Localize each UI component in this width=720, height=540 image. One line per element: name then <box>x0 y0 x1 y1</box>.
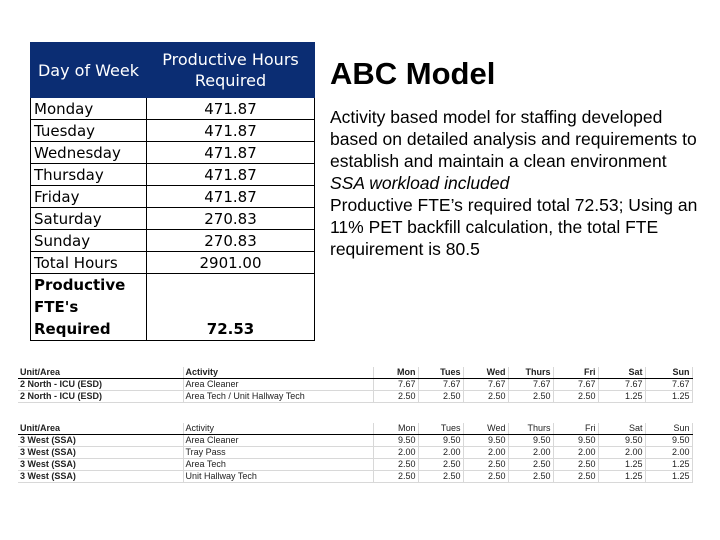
value-cell: 7.67 <box>553 379 598 391</box>
activity-cell: Area Tech <box>183 459 373 471</box>
table-header-row <box>18 423 692 435</box>
sun-header: Sun <box>645 367 692 379</box>
ssa-activity-table <box>18 423 693 483</box>
sun-header: Sun <box>645 423 692 435</box>
hours-cell: 471.87 <box>147 142 315 164</box>
value-cell: 7.67 <box>598 379 645 391</box>
value-cell: 7.67 <box>508 379 553 391</box>
mon-header: Mon <box>373 423 418 435</box>
unit-cell: 2 North - ICU (ESD) <box>18 391 183 403</box>
description-line: Productive FTE’s required total 72.53; Using an 11% PET backfill calculation, the total FTE requirement is 80.5 <box>330 195 698 259</box>
unit-cell: 3 West (SSA) <box>18 471 183 483</box>
total-label: Total Hours <box>31 252 147 274</box>
value-cell: 2.00 <box>508 447 553 459</box>
value-cell: 2.00 <box>418 447 463 459</box>
value-cell: 1.25 <box>645 459 692 471</box>
day-cell: Wednesday <box>31 142 147 164</box>
table-row <box>18 447 692 459</box>
value-cell: 2.50 <box>508 471 553 483</box>
fte-value: 72.53 <box>147 274 315 341</box>
value-cell: 1.25 <box>598 391 645 403</box>
activity-header: Activity <box>183 423 373 435</box>
unit-cell: 3 West (SSA) <box>18 459 183 471</box>
description-line-italic: SSA workload included <box>330 173 510 193</box>
value-cell: 2.50 <box>553 391 598 403</box>
sat-header: Sat <box>598 423 645 435</box>
mon-header: Mon <box>373 367 418 379</box>
wed-header: Wed <box>463 423 508 435</box>
fri-header: Fri <box>553 423 598 435</box>
value-cell: 2.50 <box>418 391 463 403</box>
value-cell: 9.50 <box>508 435 553 447</box>
table-row <box>31 120 315 142</box>
day-cell: Friday <box>31 186 147 208</box>
total-row <box>31 252 315 274</box>
hours-cell: 471.87 <box>147 98 315 120</box>
activity-cell: Tray Pass <box>183 447 373 459</box>
value-cell: 7.67 <box>645 379 692 391</box>
unit-cell: 2 North - ICU (ESD) <box>18 379 183 391</box>
value-cell: 2.50 <box>418 459 463 471</box>
hours-cell: 471.87 <box>147 164 315 186</box>
value-cell: 2.50 <box>508 459 553 471</box>
value-cell: 2.50 <box>553 459 598 471</box>
value-cell: 2.00 <box>553 447 598 459</box>
value-cell: 2.00 <box>645 447 692 459</box>
value-cell: 2.50 <box>463 459 508 471</box>
table-row <box>18 435 692 447</box>
table-row <box>31 208 315 230</box>
icu-activity-table <box>18 367 693 403</box>
productive-hours-table <box>30 42 315 341</box>
value-cell: 2.50 <box>373 471 418 483</box>
value-cell: 9.50 <box>373 435 418 447</box>
table-row <box>31 98 315 120</box>
unit-cell: 3 West (SSA) <box>18 435 183 447</box>
hours-cell: 471.87 <box>147 186 315 208</box>
fte-row <box>31 274 315 341</box>
value-cell: 2.50 <box>463 391 508 403</box>
table-row <box>31 230 315 252</box>
activity-cell: Area Tech / Unit Hallway Tech <box>183 391 373 403</box>
value-cell: 9.50 <box>463 435 508 447</box>
value-cell: 2.00 <box>598 447 645 459</box>
fte-label: Productive FTE's Required <box>31 274 147 341</box>
table-row <box>18 379 692 391</box>
value-cell: 9.50 <box>553 435 598 447</box>
value-cell: 2.00 <box>463 447 508 459</box>
value-cell: 7.67 <box>463 379 508 391</box>
hours-cell: 270.83 <box>147 208 315 230</box>
value-cell: 1.25 <box>645 471 692 483</box>
activity-cell: Area Cleaner <box>183 379 373 391</box>
value-cell: 2.50 <box>463 471 508 483</box>
activity-cell: Area Cleaner <box>183 435 373 447</box>
table-row <box>31 186 315 208</box>
value-cell: 2.50 <box>373 459 418 471</box>
wed-header: Wed <box>463 367 508 379</box>
day-cell: Sunday <box>31 230 147 252</box>
day-cell: Monday <box>31 98 147 120</box>
day-cell: Saturday <box>31 208 147 230</box>
fri-header: Fri <box>553 367 598 379</box>
table-row <box>18 391 692 403</box>
hours-cell: 270.83 <box>147 230 315 252</box>
unit-header: Unit/Area <box>18 367 183 379</box>
unit-cell: 3 West (SSA) <box>18 447 183 459</box>
value-cell: 2.50 <box>373 391 418 403</box>
value-cell: 9.50 <box>418 435 463 447</box>
value-cell: 1.25 <box>598 459 645 471</box>
day-cell: Thursday <box>31 164 147 186</box>
slide-title: ABC Model <box>330 56 496 91</box>
table-row <box>31 142 315 164</box>
thurs-header: Thurs <box>508 367 553 379</box>
productive-hours-header: Productive Hours Required <box>147 43 315 98</box>
hours-cell: 471.87 <box>147 120 315 142</box>
value-cell: 9.50 <box>598 435 645 447</box>
total-value: 2901.00 <box>147 252 315 274</box>
activity-cell: Unit Hallway Tech <box>183 471 373 483</box>
value-cell: 7.67 <box>418 379 463 391</box>
description-block <box>330 106 710 260</box>
thurs-header: Thurs <box>508 423 553 435</box>
table-header-row <box>31 43 315 98</box>
table-row <box>18 459 692 471</box>
value-cell: 1.25 <box>645 391 692 403</box>
value-cell: 2.50 <box>553 471 598 483</box>
table-row <box>18 471 692 483</box>
value-cell: 1.25 <box>598 471 645 483</box>
day-of-week-header: Day of Week <box>31 43 147 98</box>
sat-header: Sat <box>598 367 645 379</box>
value-cell: 9.50 <box>645 435 692 447</box>
tues-header: Tues <box>418 423 463 435</box>
value-cell: 7.67 <box>373 379 418 391</box>
table-header-row <box>18 367 692 379</box>
unit-header: Unit/Area <box>18 423 183 435</box>
activity-header: Activity <box>183 367 373 379</box>
value-cell: 2.50 <box>508 391 553 403</box>
table-row <box>31 164 315 186</box>
tues-header: Tues <box>418 367 463 379</box>
day-cell: Tuesday <box>31 120 147 142</box>
description-line: Activity based model for staffing developed based on detailed analysis and requirements to establish and maintain a clean environment <box>330 107 697 171</box>
value-cell: 2.00 <box>373 447 418 459</box>
value-cell: 2.50 <box>418 471 463 483</box>
